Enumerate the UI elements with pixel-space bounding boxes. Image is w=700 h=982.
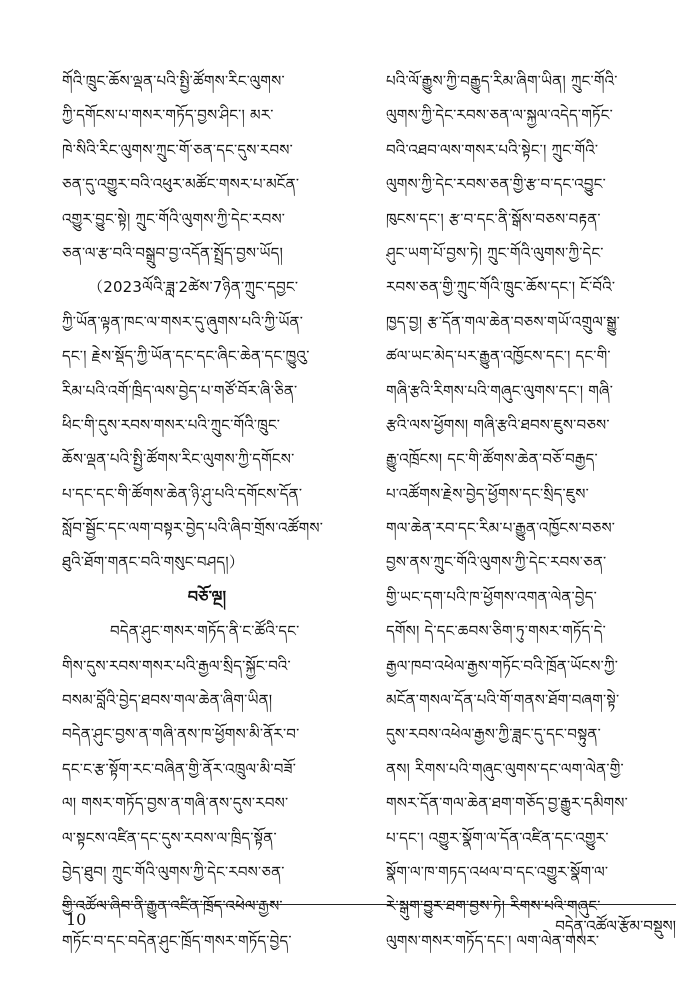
text-line: པ་འཚོགས་རྗེས་བྱེད་ཕྱོགས་དང་སྲིད་ཇུས་: [386, 484, 589, 503]
text-line: ཁྱད་བྱ། རྩ་དོན་གལ་ཆེན་བཅས་གཡོ་འགྲུལ་སྒྱུ་: [386, 312, 621, 331]
right-column-lines: [386, 64, 676, 958]
text-line: པ་དང་དང་གི་ཚོགས་ཆེན་ཉི་ཤུ་པའི་དགོངས་དོན་: [62, 484, 303, 503]
text-line: དུས་རབས་འཕེལ་རྒྱས་ཀྱི་ཟླང་དུ་དང་བསྟུན་: [386, 725, 601, 744]
text-line: ཕིང་གི་དུས་རབས་གསར་པའི་ཀྲུང་གོའི་ཁྲུང་: [62, 415, 281, 434]
text-line: ཐུའི་ཐོག་གནང་བའི་གསུང་བཤད།）: [62, 553, 245, 572]
text-line: དགོས། དེ་དང་ཆབས་ཅིག་ཏུ་གསར་གཏོད་དེ་: [386, 622, 607, 641]
section-heading: བཅོ་ལྔ།: [187, 586, 227, 606]
text-line: རྒྱུ་འཁྲོངས། དང་གི་ཚོགས་ཆེན་བཅོ་བརྒྱད་: [386, 450, 598, 469]
text-line: བདེན་ཤུང་བྱས་ན་གཞི་ནས་ཁ་ཕྱོགས་མི་ནོར་བ་: [62, 725, 300, 744]
text-line: ཁེ་སིའི་རིང་ལུགས་ཀྲུང་གོ་ཅན་དང་དུས་རབས་: [62, 140, 293, 159]
text-line: ཁུངས་དང་། རྩ་བ་དང་ནི་སྒོས་བཅས་བརྟན་: [386, 209, 601, 228]
text-line: ལུགས་ཀྱི་དེང་རབས་ཅན་གྱི་རྩ་བ་དང་འབྱུང་: [386, 175, 606, 194]
text-line: ལ། གསར་གཏོད་བྱས་ན་གཞི་ནས་དུས་རབས་: [62, 794, 289, 813]
text-line: ནས། རིགས་པའི་གཞུང་ལུགས་དང་ལག་ལེན་གྱི་: [386, 759, 624, 778]
text-line: བསམ་བློའི་བྱེད་ཐབས་གལ་ཆེན་ཞིག་ཡིན།: [62, 691, 273, 710]
text-line: རེ་སྒུག་བྱུར་ཐག་བྱས་ཏེ། རིགས་པའི་གཞུང་: [386, 897, 601, 916]
text-line: པ་དང་། འགྱུར་སྣོག་ལ་དོན་འཛིན་དང་འགྱུར་: [386, 828, 609, 847]
text-line: མངོན་གསལ་དོན་པའི་གོ་གནས་ཐོག་བཞག་སྟེ་: [386, 691, 620, 710]
right-column: [386, 64, 676, 958]
text-line: （2023ལོའི་ཟླ་2ཚེས་7ཉིན་ཀྲུང་དབྱང་: [88, 278, 299, 297]
text-line: ལ་སྟངས་འཛིན་དང་དུས་རབས་ལ་ཁྲིད་སྟོན་: [62, 828, 277, 847]
text-line: གཞི་རྩའི་རིགས་པའི་གཞུང་ལུགས་དང་། གཞི་: [386, 381, 614, 400]
text-line: རབས་ཅན་གྱི་ཀྲུང་གོའི་ཁྲུང་ཆོས་དང་། ངོ་བོའི་: [386, 278, 616, 297]
text-line: གྱི་འཚོལ་ཞིབ་ནི་རྒྱུན་འཛིན་ཁྲོད་འཕེལ་རྒྱས་: [62, 897, 283, 916]
text-line: བདེན་ཤུང་གསར་གཏོད་ནི་ང་ཚོའི་དང་: [110, 622, 300, 641]
text-line: སློབ་སྦྱོང་དང་ལག་བསྟར་བྱེད་པའི་ཞིབ་གྲོས་འཚོགས་: [62, 519, 324, 538]
text-line: གསར་དོན་གལ་ཆེན་ཐག་གཅོད་བྱ་རྒྱུར་དམིགས་: [386, 794, 628, 813]
text-line: དང་ང་རྩ་སྟོག་རང་བཞིན་གྱི་ནོར་འཁྲུལ་མི་བཟོ་: [62, 759, 297, 778]
text-line: སྣོག་ལ་ཁ་གཏད་འཕལ་བ་དང་འགྱུར་སྣོག་ལ་: [386, 862, 609, 881]
text-line: ཤུང་ཡག་པོ་བྱས་ཏེ། ཀྲུང་གོའི་ལུགས་ཀྱི་དེང་: [386, 243, 604, 262]
text-line: རྩའི་ལས་ཕྱོགས། གཞི་རྩའི་ཐབས་ཇུས་བཅས་: [386, 415, 610, 434]
text-line: ལུགས་གསར་གཏོད་དང་། ལག་ལེན་གསར་: [386, 931, 600, 950]
text-line: གྱི་ཡང་དག་པའི་ཁ་ཕྱོགས་འགན་ལེན་བྱེད་: [386, 587, 597, 606]
text-line: བྱེད་ཐུབ། ཀྲུང་གོའི་ལུགས་ཀྱི་དེང་རབས་ཅན་: [62, 862, 285, 881]
page-number: 10: [66, 910, 87, 929]
footer-divider: [62, 904, 676, 905]
text-line: གོའི་ཁྲུང་ཆོས་ལྡན་པའི་སྤྱི་ཚོགས་རིང་ལུགས་: [62, 72, 285, 90]
text-line: བའི་འཐབ་ལས་གསར་པའི་སྟེང་། ཀྲུང་གོའི་: [386, 140, 599, 159]
text-line: པའི་ལོ་རྒྱུས་ཀྱི་བརྒྱུད་རིམ་ཞིག་ཡིན། ཀྲུང་གོའི་: [386, 72, 618, 90]
text-line: རྒྱལ་ཁབ་འཕེལ་རྒྱས་གཏོང་བའི་ཁྲོན་ཡོངས་ཀྱི་: [386, 656, 619, 675]
text-line: འགྱུར་བྱུང་སྟེ། ཀྲུང་གོའི་ལུགས་ཀྱི་དེང་རབས་: [62, 209, 286, 228]
text-line: གཏོང་བ་དང་བདེན་ཤུང་ཁྲོད་གསར་གཏོད་བྱེད་: [62, 931, 292, 950]
text-line: དང་། རྗེས་སྡོད་ཀྱི་ཡོན་དང་དང་ཞིང་ཆེན་དང་ཁྱུའུ་: [62, 347, 310, 366]
journal-name: བདེན་འཚོལ་རྩོམ་བསྡུས།: [555, 917, 676, 935]
text-line: ཅན་ལ་རྩ་བའི་བསྒྲུབ་བྱ་འདོན་སྤྲོད་བྱས་ཡོད།: [62, 243, 284, 262]
text-line: བྱས་ནས་ཀྲུང་གོའི་ལུགས་ཀྱི་དེང་རབས་ཅན་: [386, 553, 607, 572]
text-line: ཆོས་ལྡན་པའི་སྤྱི་ཚོགས་རིང་ལུགས་ཀྱི་དགོངས་: [62, 450, 295, 469]
text-line: གིས་དུས་རབས་གསར་པའི་རྒྱལ་སྲིད་སྐྱོང་བའི་: [62, 656, 291, 675]
text-line: ཀྱི་ཡོན་ལྟན་ཁང་ལ་གསར་དུ་ཞུགས་པའི་ཀྱི་ཡོན་: [62, 312, 304, 331]
left-column-lines-after-heading: [62, 614, 352, 958]
text-line: ཚལ་ཡང་མེད་པར་རྒྱུན་འཁྱོངས་དང་། དང་གི་: [386, 347, 611, 366]
left-column-lines: [62, 64, 352, 580]
text-line: རིམ་པའི་འགོ་ཁྲིད་ལས་བྱེད་པ་གཙོ་བོར་ཞི་ཅིན་: [62, 381, 298, 400]
text-line: ལུགས་ཀྱི་དེང་རབས་ཅན་ལ་སྐྱལ་འདེད་གཏོང་: [386, 106, 613, 125]
left-column: [62, 64, 352, 958]
text-line: ཅན་དུ་འགྱུར་བའི་འཕུར་མཚོང་གསར་པ་མངོན་: [62, 175, 300, 194]
text-line: གལ་ཆེན་རབ་དང་རིམ་པ་རྒྱུན་འཁྱོངས་བཅས་: [386, 519, 616, 538]
text-line: ཀྱི་དགོངས་པ་གསར་གཏོད་བྱས་ཤིང་། མར་: [62, 106, 274, 125]
